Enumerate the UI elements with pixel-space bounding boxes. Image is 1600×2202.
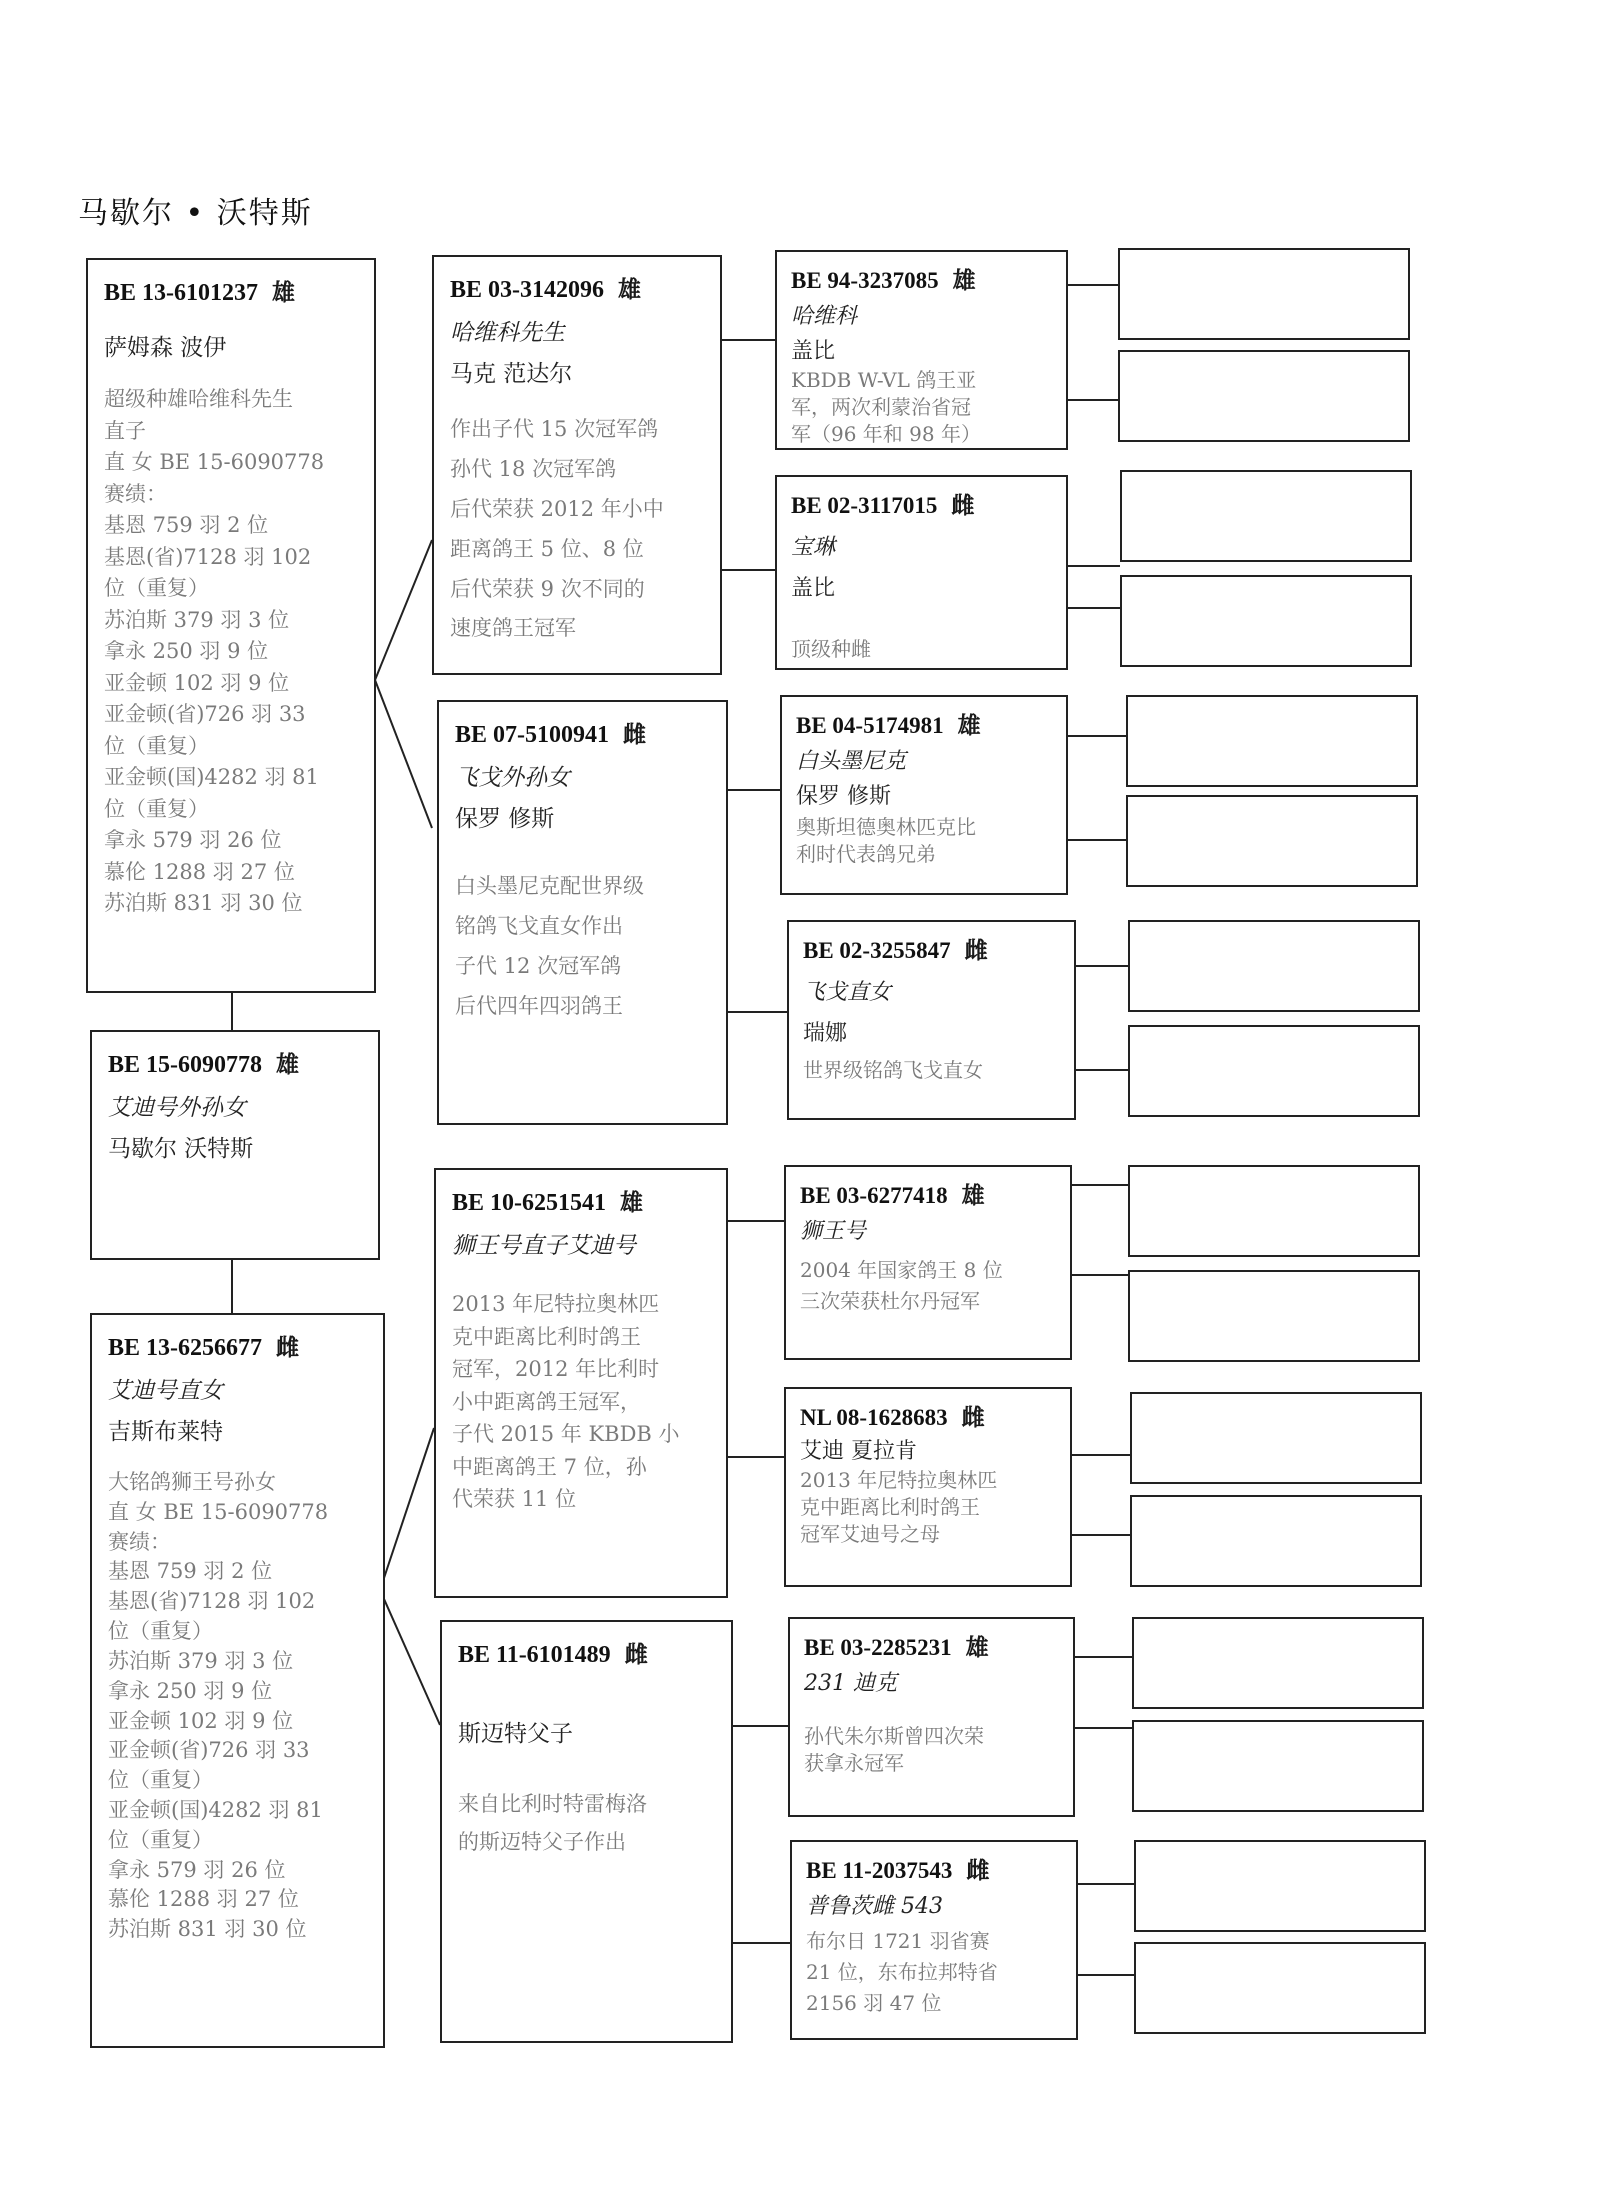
note-line: 苏泊斯 831 羽 30 位 — [104, 891, 303, 915]
note-line: 位（重复） — [104, 733, 209, 758]
note-line: 基恩(省)7128 羽 102 — [104, 544, 312, 569]
ddd-card — [790, 1840, 1078, 2040]
note-line: 拿永 250 羽 9 位 — [108, 1678, 273, 1703]
blank-ancestor-box — [1128, 1025, 1420, 1117]
pigeon-name: 231 迪克 — [804, 1671, 897, 1696]
note-line: 孙代 18 次冠军鸽 — [450, 456, 617, 481]
note-line: 子代 2015 年 KBDB 小 — [452, 1422, 680, 1447]
pigeon-name: 普鲁茨雌 543 — [806, 1894, 943, 1919]
dss-card — [784, 1165, 1072, 1360]
note-line: 拿永 250 羽 9 位 — [104, 639, 269, 663]
note-line: 孙代朱尔斯曾四次荣 — [804, 1724, 984, 1748]
note-line: 获拿永冠军 — [804, 1751, 904, 1775]
dam-dam-card — [440, 1620, 733, 2043]
note-line: 亚金顿(省)726 羽 33 — [108, 1738, 310, 1763]
ring-number: BE 13-6101237 — [104, 280, 259, 306]
pigeon-notes — [803, 1057, 1060, 1084]
blank-ancestor-box — [1134, 1942, 1426, 2034]
pigeon-notes — [791, 367, 1052, 448]
sex-label: 雌 — [951, 492, 975, 519]
pigeon-name: 艾迪号外孙女 — [108, 1095, 246, 1121]
sex-label: 雌 — [961, 1404, 985, 1431]
note-line: 基恩(省)7128 羽 102 — [108, 1589, 316, 1614]
sds-card — [780, 695, 1068, 895]
blank-ancestor-box — [1126, 695, 1418, 787]
note-line: 代荣获 11 位 — [452, 1487, 577, 1512]
blank-ancestor-box — [1134, 1840, 1426, 1932]
note-line: 慕伦 1288 羽 27 位 — [104, 859, 295, 884]
note-line: 拿永 579 羽 26 位 — [108, 1857, 286, 1882]
note-line: 冠军艾迪号之母 — [800, 1522, 940, 1546]
sex-label: 雄 — [961, 1182, 985, 1209]
note-line: 克中距离比利时鸽王 — [800, 1495, 980, 1519]
sex-label: 雄 — [272, 279, 296, 306]
note-line: 白头墨尼克配世界级 — [455, 874, 644, 898]
note-line: 小中距离鸽王冠军， — [452, 1389, 641, 1414]
blank-ancestor-box — [1128, 1270, 1420, 1362]
pigeon-name: 飞戈直女 — [803, 980, 892, 1005]
note-line: 速度鸽王冠军 — [450, 616, 576, 641]
blank-ancestor-box — [1130, 1392, 1422, 1484]
ring-number: BE 15-6090778 — [108, 1052, 263, 1078]
pigeon-name: 哈维科先生 — [450, 320, 565, 346]
note-line: 冠军，2012 年比利时 — [452, 1357, 660, 1382]
sex-label: 雄 — [957, 712, 981, 739]
sex-label: 雄 — [276, 1051, 300, 1078]
pigeon-notes — [804, 1723, 1059, 1777]
ring-number: BE 13-6256677 — [108, 1335, 263, 1361]
note-line: 后代荣获 9 次不同的 — [450, 576, 645, 601]
note-line: 亚金顿(省)726 羽 33 — [104, 702, 306, 726]
owner-name: 吉斯布莱特 — [108, 1419, 223, 1445]
owner-name: 马克 范达尔 — [450, 361, 573, 387]
pigeon-notes — [108, 1468, 367, 1945]
note-line: 基恩 759 羽 2 位 — [104, 513, 269, 537]
note-line: 超级种雄哈维科先生 — [104, 387, 293, 411]
sex-label: 雄 — [952, 267, 976, 294]
pigeon-notes — [800, 1255, 1056, 1317]
blank-ancestor-box — [1118, 248, 1410, 340]
blank-ancestor-box — [1132, 1720, 1424, 1812]
note-line: 2004 年国家鸽王 8 位 — [800, 1258, 1003, 1282]
ring-number: BE 10-6251541 — [452, 1190, 607, 1216]
note-line: 大铭鸽狮王号孙女 — [108, 1470, 276, 1494]
owner-name: 瑞娜 — [803, 1021, 848, 1046]
sex-label: 雌 — [624, 1641, 648, 1668]
ring-number: BE 02-3255847 — [803, 938, 951, 963]
note-line: 苏泊斯 379 羽 3 位 — [104, 607, 290, 632]
note-line: 军（96 年和 98 年） — [791, 422, 981, 446]
sex-label: 雄 — [618, 276, 642, 303]
note-line: 的斯迈特父子作出 — [458, 1829, 626, 1854]
pigeon-name: 飞戈外孙女 — [455, 765, 570, 791]
blank-ancestor-box — [1120, 470, 1412, 562]
blank-ancestor-box — [1128, 920, 1420, 1012]
ring-number: BE 07-5100941 — [455, 722, 610, 748]
pigeon-notes — [806, 1926, 1062, 2019]
pigeon-notes — [455, 867, 710, 1027]
owner-name: 斯迈特父子 — [458, 1721, 573, 1747]
owner-name: 保罗 修斯 — [455, 806, 555, 832]
sex-label: 雌 — [276, 1334, 300, 1361]
note-line: 2156 羽 47 位 — [806, 1991, 942, 2015]
note-line: 位（重复） — [104, 576, 209, 600]
ring-number: BE 04-5174981 — [796, 713, 944, 738]
note-line: 世界级铭鸽飞戈直女 — [803, 1058, 983, 1082]
ring-number: BE 03-3142096 — [450, 277, 605, 303]
note-line: 拿永 579 羽 26 位 — [104, 828, 282, 852]
note-line: 苏泊斯 831 羽 30 位 — [108, 1917, 307, 1942]
note-line: 亚金顿(国)4282 羽 81 — [108, 1797, 323, 1822]
blank-ancestor-box — [1126, 795, 1418, 887]
dam-card — [90, 1313, 385, 2048]
sex-label: 雄 — [965, 1634, 989, 1661]
note-line: 克中距离比利时鸽王 — [452, 1324, 641, 1349]
note-line: 位（重复） — [108, 1619, 213, 1644]
note-line: 位（重复） — [108, 1768, 213, 1793]
sdd-card — [787, 920, 1076, 1120]
pigeon-notes — [796, 814, 1052, 868]
note-line: 位（重复） — [108, 1827, 213, 1852]
blank-ancestor-box — [1130, 1495, 1422, 1587]
sex-label: 雌 — [623, 721, 647, 748]
dds-card — [788, 1617, 1075, 1817]
dsd-card — [784, 1387, 1072, 1587]
sire-card — [86, 258, 376, 993]
note-line: 位（重复） — [104, 796, 209, 821]
note-line: 来自比利时特雷梅洛 — [458, 1792, 647, 1816]
note-line: 布尔日 1721 羽省赛 — [806, 1929, 990, 1953]
note-line: 距离鸽王 5 位、8 位 — [450, 536, 644, 561]
note-line: 利时代表鸽兄弟 — [796, 842, 936, 866]
note-line: 亚金顿(国)4282 羽 81 — [104, 765, 319, 789]
owner-name: 艾迪 夏拉肯 — [800, 1439, 917, 1464]
note-line: 苏泊斯 379 羽 3 位 — [108, 1648, 294, 1673]
sire-dam-card — [437, 700, 728, 1125]
ring-number: BE 03-6277418 — [800, 1183, 948, 1208]
note-line: 军，两次利蒙治省冠 — [791, 395, 971, 419]
sex-label: 雌 — [964, 937, 988, 964]
page-title: 马歇尔 • 沃特斯 — [78, 196, 313, 231]
pigeon-notes — [452, 1288, 710, 1516]
pigeon-name: 艾迪号直女 — [108, 1378, 223, 1404]
note-line: 三次荣获杜尔丹冠军 — [800, 1289, 980, 1313]
blank-ancestor-box — [1118, 350, 1410, 442]
ring-number: BE 94-3237085 — [791, 268, 939, 293]
note-line: KBDB W-VL 鸽王亚 — [791, 368, 977, 392]
note-line: 直子 — [104, 418, 146, 443]
pigeon-name: 狮王号 — [800, 1219, 867, 1244]
ring-number: BE 11-2037543 — [806, 1858, 953, 1883]
owner-name: 盖比 — [791, 339, 836, 364]
note-line: 后代荣获 2012 年小中 — [450, 496, 664, 521]
owner-name: 盖比 — [791, 576, 836, 601]
note-line: 亚金顿 102 羽 9 位 — [108, 1708, 294, 1733]
ring-number: BE 02-3117015 — [791, 493, 938, 518]
pigeon-notes — [800, 1467, 1056, 1548]
pigeon-notes — [104, 384, 358, 920]
note-line: 慕伦 1288 羽 27 位 — [108, 1887, 299, 1912]
note-line: 直 女 BE 15-6090778 — [108, 1499, 329, 1524]
pigeon-notes — [450, 410, 704, 649]
note-line: 中距离鸽王 7 位，孙 — [452, 1454, 647, 1479]
note-line: 铭鸽飞戈直女作出 — [455, 913, 623, 938]
note-line: 赛绩： — [108, 1529, 171, 1554]
sss-card — [775, 250, 1068, 450]
note-line: 子代 12 次冠军鸽 — [455, 953, 622, 978]
sex-label: 雌 — [966, 1857, 990, 1884]
sex-label: 雄 — [620, 1189, 644, 1216]
note-line: 直 女 BE 15-6090778 — [104, 450, 325, 474]
note-line: 21 位，东布拉邦特省 — [806, 1960, 998, 1984]
sire-sire-card — [432, 255, 722, 675]
blank-ancestor-box — [1120, 575, 1412, 667]
blank-ancestor-box — [1128, 1165, 1420, 1257]
ssd-card — [775, 475, 1068, 670]
note-line: 2013 年尼特拉奥林匹 — [800, 1468, 998, 1492]
note-line: 作出子代 15 次冠军鸽 — [450, 417, 659, 441]
pigeon-notes — [791, 636, 1052, 663]
pigeon-name: 萨姆森 波伊 — [104, 335, 227, 361]
owner-name: 马歇尔 沃特斯 — [108, 1136, 254, 1162]
note-line: 亚金顿 102 羽 9 位 — [104, 670, 290, 695]
note-line: 基恩 759 羽 2 位 — [108, 1559, 273, 1584]
pigeon-name: 白头墨尼克 — [796, 749, 907, 774]
note-line: 2013 年尼特拉奥林匹 — [452, 1292, 660, 1316]
note-line: 顶级种雌 — [791, 637, 871, 661]
pigeon-notes — [458, 1786, 715, 1862]
pigeon-name: 狮王号直子艾迪号 — [452, 1233, 636, 1259]
note-line: 赛绩： — [104, 481, 167, 506]
pigeon-name: 哈维科 — [791, 304, 858, 329]
pigeon-name: 宝琳 — [791, 535, 836, 560]
ring-number: BE 03-2285231 — [804, 1635, 952, 1660]
dam-sire-card — [434, 1168, 728, 1598]
note-line: 奥斯坦德奥林匹克比 — [796, 815, 976, 839]
subject-card — [90, 1030, 380, 1260]
note-line: 后代四年四羽鸽王 — [455, 993, 623, 1018]
ring-number: BE 11-6101489 — [458, 1642, 611, 1668]
owner-name: 保罗 修斯 — [796, 784, 891, 809]
ring-number: NL 08-1628683 — [800, 1405, 948, 1430]
blank-ancestor-box — [1132, 1617, 1424, 1709]
